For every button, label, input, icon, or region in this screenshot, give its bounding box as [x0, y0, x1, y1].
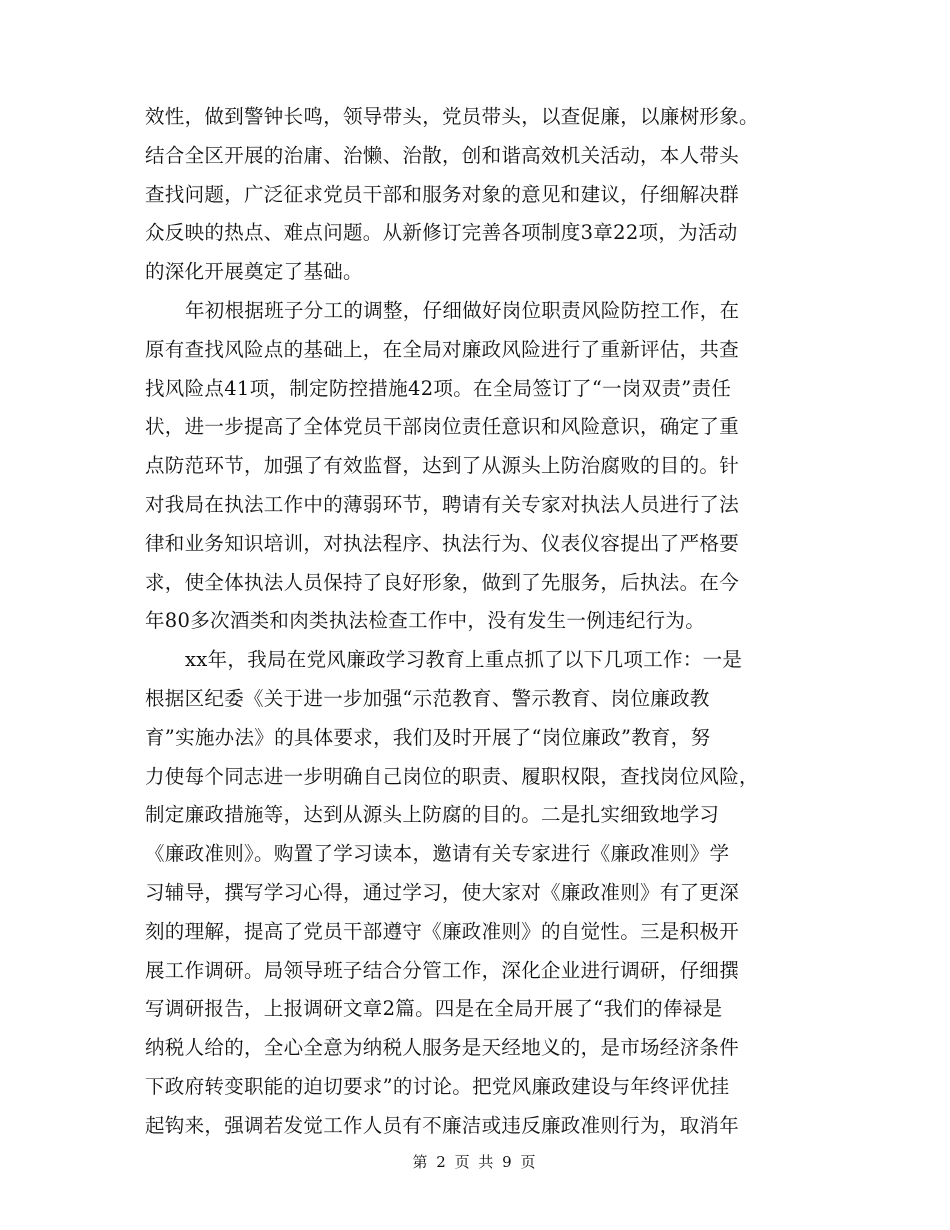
- text-line: 众反映的热点、难点问题。从新修订完善各项制度3章22项，为活动: [145, 221, 738, 245]
- text-line: 习辅导，撰写学习心得，通过学习，使大家对《廉政准则》有了更深: [145, 880, 740, 904]
- body-text: [145, 98, 810, 1146]
- text-line: 找风险点41项，制定防控措施42项。在全局签订了“一岗双责”责任: [145, 376, 732, 400]
- text-line: 纳税人给的，全心全意为纳税人服务是天经地义的，是市场经济条件: [145, 1036, 740, 1060]
- text-line: 结合全区开展的治庸、治懒、治散，创和谐高效机关活动，本人带头: [145, 143, 740, 167]
- text-line: 对我局在执法工作中的薄弱环节，聘请有关专家对执法人员进行了法: [145, 492, 740, 516]
- page-number-footer: 第 2 页 共 9 页: [412, 1153, 538, 1171]
- text-line: 下政府转变职能的迫切要求”的讨论。把党风廉政建设与年终评优挂: [145, 1074, 730, 1098]
- text-line: 写调研报告，上报调研文章2篇。四是在全局开展了“我们的俸禄是: [145, 997, 723, 1021]
- text-line: 展工作调研。局领导班子结合分管工作，深化企业进行调研，仔细撰: [145, 958, 740, 982]
- text-line: 的深化开展奠定了基础。: [145, 260, 363, 284]
- text-line: 根据区纪委《关于进一步加强“示范教育、警示教育、岗位廉政教: [145, 686, 710, 710]
- text-line: 状，进一步提高了全体党员干部岗位责任意识和风险意识，确定了重: [145, 415, 740, 439]
- text-line: 效性，做到警钟长鸣，领导带头，党员带头，以查促廉，以廉树形象。: [145, 105, 759, 128]
- text-line: 律和业务知识培训，对执法程序、执法行为、仪表仪容提出了严格要: [145, 531, 740, 555]
- text-line: 育”实施办法》的具体要求，我们及时开展了“岗位廉政”教育，努: [145, 725, 711, 749]
- paragraph-start-line: xx年，我局在党风廉政学习教育上重点抓了以下几项工作：一是: [185, 648, 743, 672]
- text-line: 力使每个同志进一步明确自己岗位的职责、履职权限，查找岗位风险，: [145, 764, 759, 788]
- text-line: 求，使全体执法人员保持了良好形象，做到了先服务，后执法。在今: [145, 570, 740, 594]
- text-line: 原有查找风险点的基础上，在全局对廉政风险进行了重新评估，共查: [145, 337, 740, 361]
- paragraph-start-line: 年初根据班子分工的调整，仔细做好岗位职责风险防控工作，在: [185, 298, 740, 322]
- text-line: 查找问题，广泛征求党员干部和服务对象的意见和建议，仔细解决群: [145, 182, 740, 206]
- text-line: 年80多次酒类和肉类执法检查工作中，没有发生一例违纪行为。: [145, 609, 706, 633]
- text-line: 起钩来，强调若发觉工作人员有不廉洁或违反廉政准则行为，取消年: [145, 1113, 740, 1137]
- text-line: 刻的理解，提高了党员干部遵守《廉政准则》的自觉性。三是积极开: [145, 919, 740, 943]
- text-line: 《廉政准则》。购置了学习读本，邀请有关专家进行《廉政准则》学: [145, 842, 730, 866]
- text-line: 制定廉政措施等，达到从源头上防腐的目的。二是扎实细致地学习: [145, 803, 720, 827]
- text-line: 点防范环节，加强了有效监督，达到了从源头上防治腐败的目的。针: [145, 454, 740, 478]
